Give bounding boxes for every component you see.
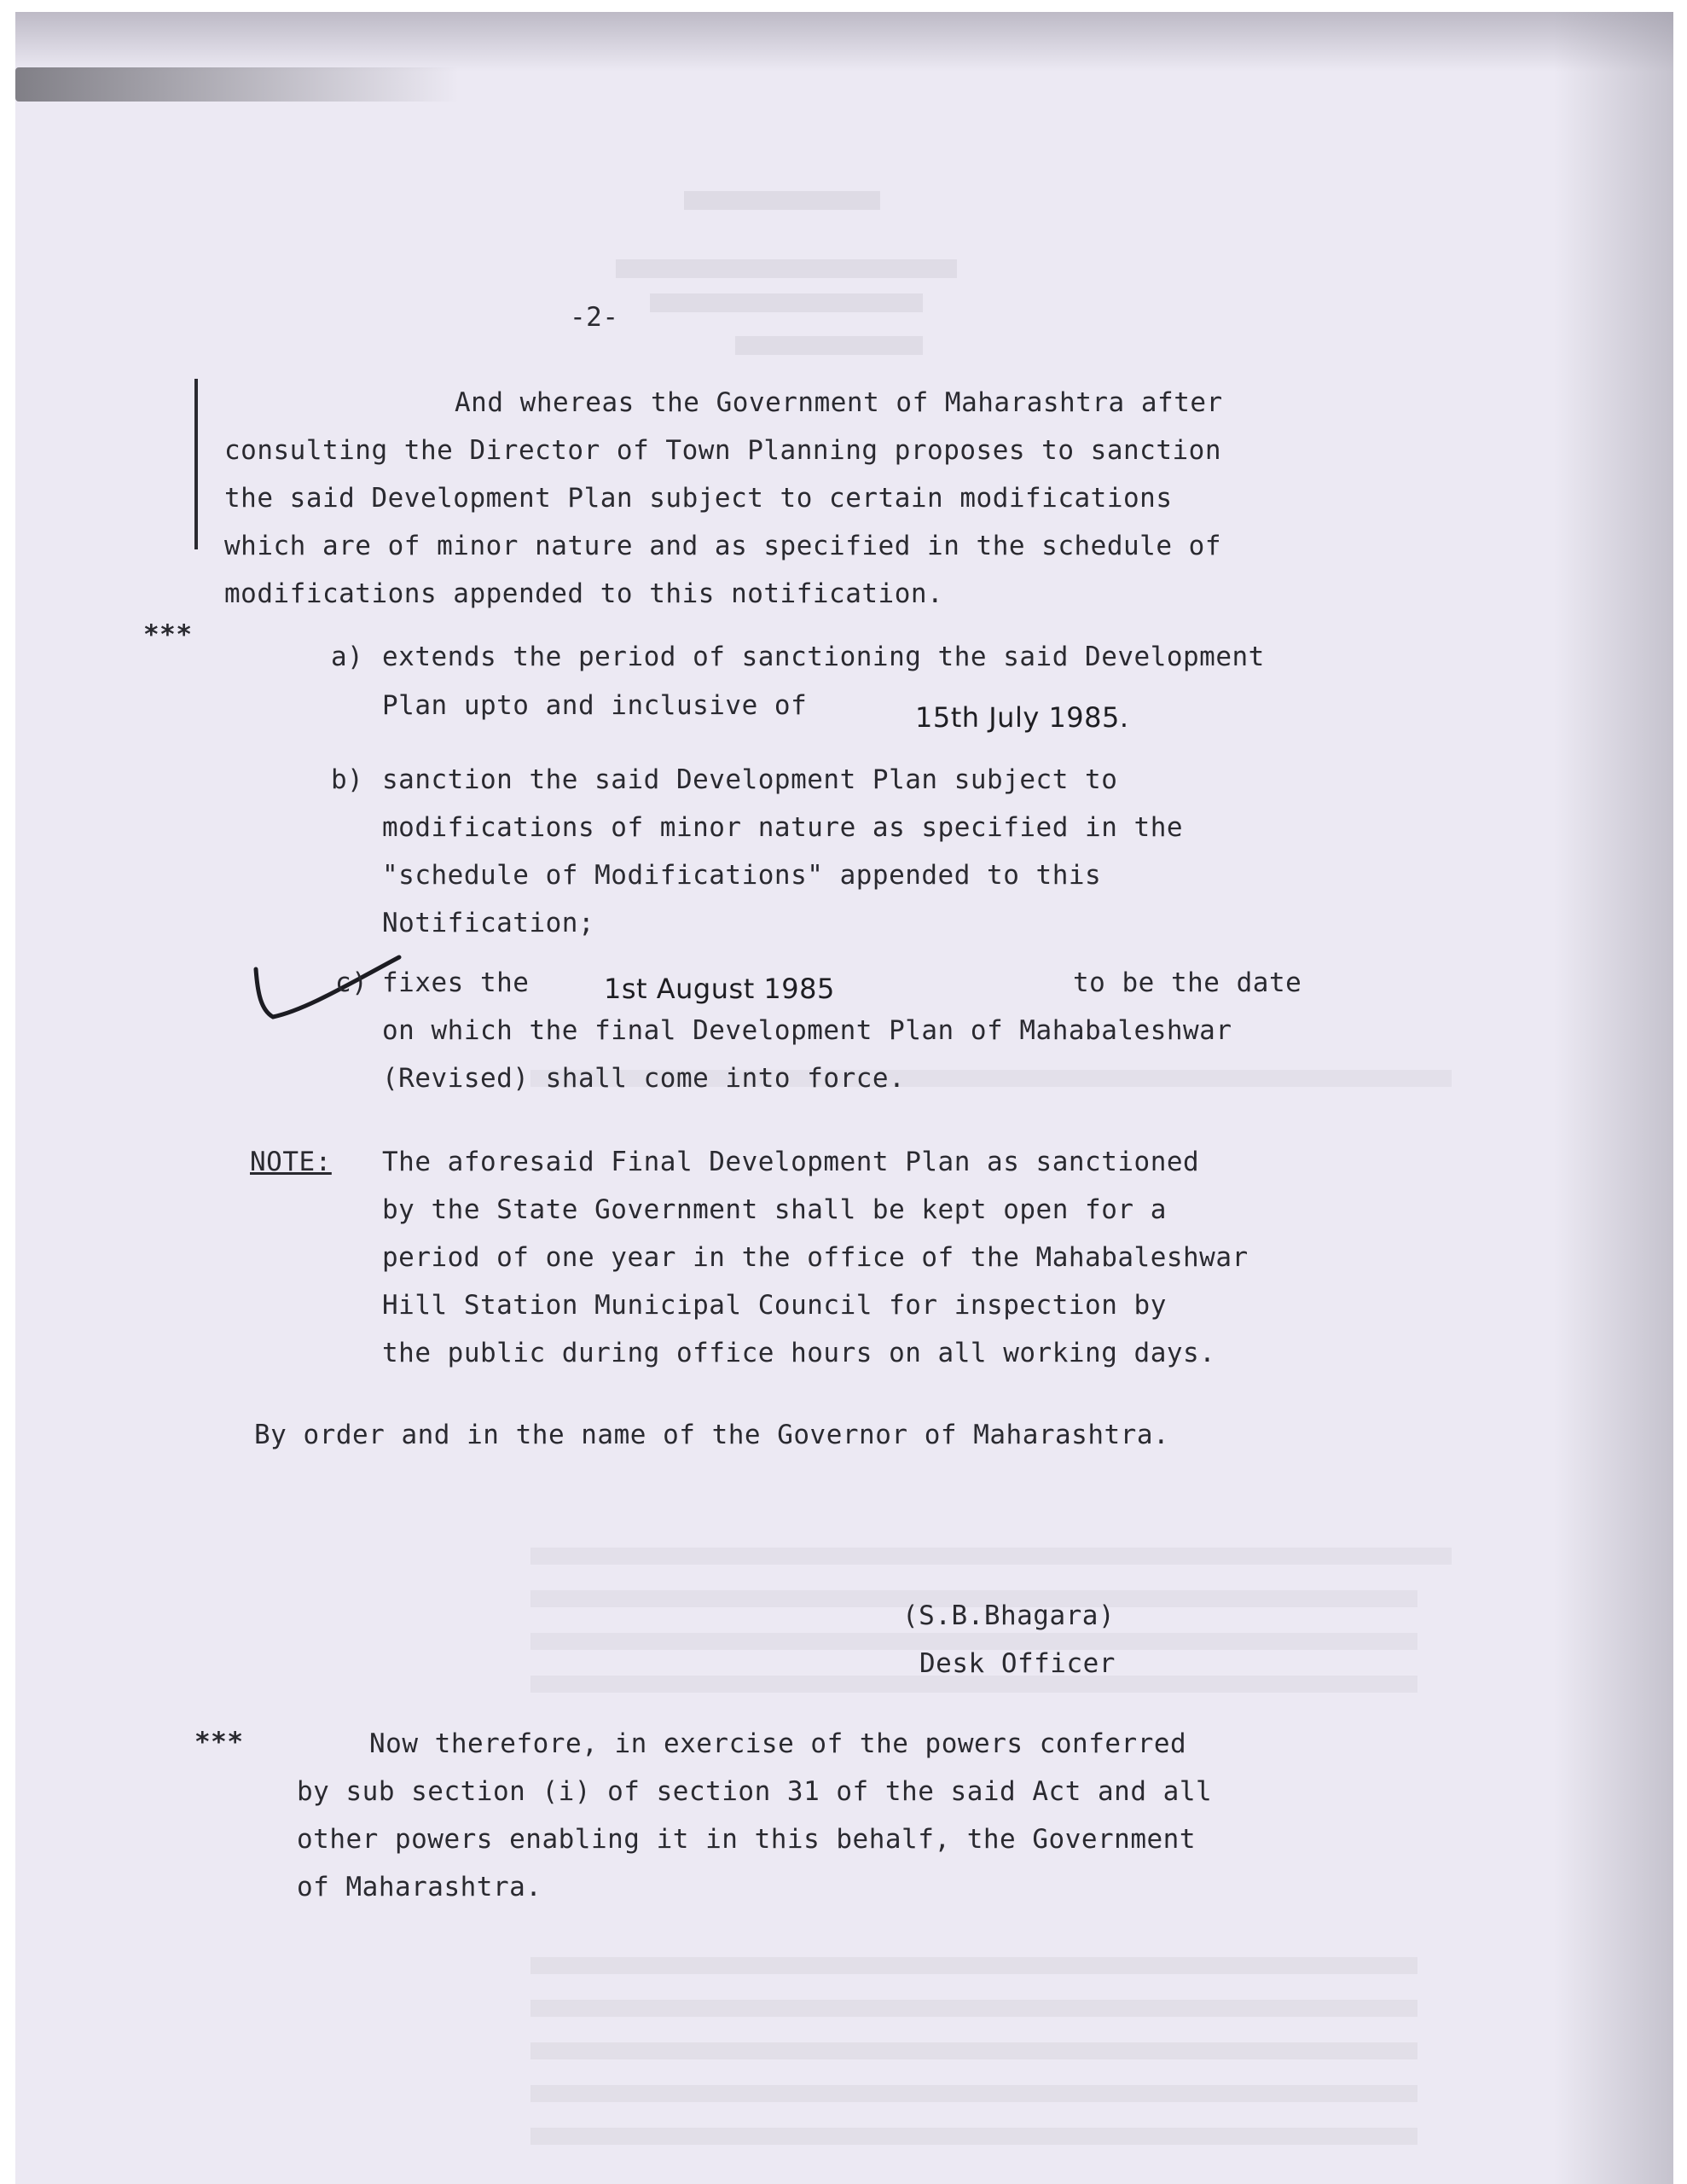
para1-line-3: the said Development Plan subject to certain modifications: [224, 483, 1173, 514]
item-b-label: b): [331, 764, 364, 795]
asterisk-mark-2: ***: [194, 1727, 244, 1757]
item-b-line-2: modifications of minor nature as specified in the: [382, 812, 1184, 843]
item-a-line-2: Plan upto and inclusive of: [382, 690, 808, 721]
item-a-label: a): [331, 642, 364, 672]
page-number: -2-: [570, 302, 619, 333]
bleed-through: [15, 12, 1673, 2184]
item-c-line-2: on which the final Development Plan of Mahabaleshwar: [382, 1015, 1232, 1046]
item-a-date: 15th July 1985.: [915, 701, 1129, 734]
item-c-date: 1st August 1985: [604, 973, 835, 1005]
item-c-tail: to be the date: [1073, 967, 1302, 998]
para1-line-5: modifications appended to this notification.: [224, 578, 944, 609]
order-line: By order and in the name of the Governor of Maharashtra.: [254, 1420, 1170, 1450]
final-line-1: Now therefore, in exercise of the powers conferred: [369, 1728, 1187, 1759]
final-line-3: other powers enabling it in this behalf, the Government: [297, 1824, 1196, 1855]
note-label: NOTE:: [250, 1147, 332, 1177]
note-line-4: Hill Station Municipal Council for inspection by: [382, 1290, 1167, 1321]
final-line-4: of Maharashtra.: [297, 1872, 542, 1902]
margin-mark: [194, 379, 198, 549]
item-c-line-3: (Revised) shall come into force.: [382, 1063, 906, 1094]
signatory-name: (S.B.Bhagara): [902, 1600, 1116, 1631]
item-b-line-3: "schedule of Modifications" appended to this: [382, 860, 1102, 891]
document-page: [15, 12, 1673, 2184]
note-line-5: the public during office hours on all working days.: [382, 1338, 1216, 1368]
item-c-label: c): [335, 967, 368, 998]
note-line-2: by the State Government shall be kept open for a: [382, 1194, 1167, 1225]
item-b-line-4: Notification;: [382, 908, 595, 938]
note-line-1: The aforesaid Final Development Plan as sanctioned: [382, 1147, 1200, 1177]
signatory-title: Desk Officer: [919, 1648, 1116, 1679]
para1-line-4: which are of minor nature and as specified in the schedule of: [224, 531, 1221, 561]
para1-line-2: consulting the Director of Town Planning proposes to sanction: [224, 435, 1221, 466]
item-c-lead: fixes the: [382, 967, 530, 998]
item-a-line-1: extends the period of sanctioning the said Development: [382, 642, 1265, 672]
note-line-3: period of one year in the office of the Mahabaleshwar: [382, 1242, 1249, 1273]
item-b-line-1: sanction the said Development Plan subject to: [382, 764, 1118, 795]
asterisk-mark: ***: [143, 619, 193, 650]
scan-shadow: [15, 67, 459, 102]
final-line-2: by sub section (i) of section 31 of the said Act and all: [297, 1776, 1213, 1807]
para1-line-1: And whereas the Government of Maharashtra after: [455, 387, 1223, 418]
